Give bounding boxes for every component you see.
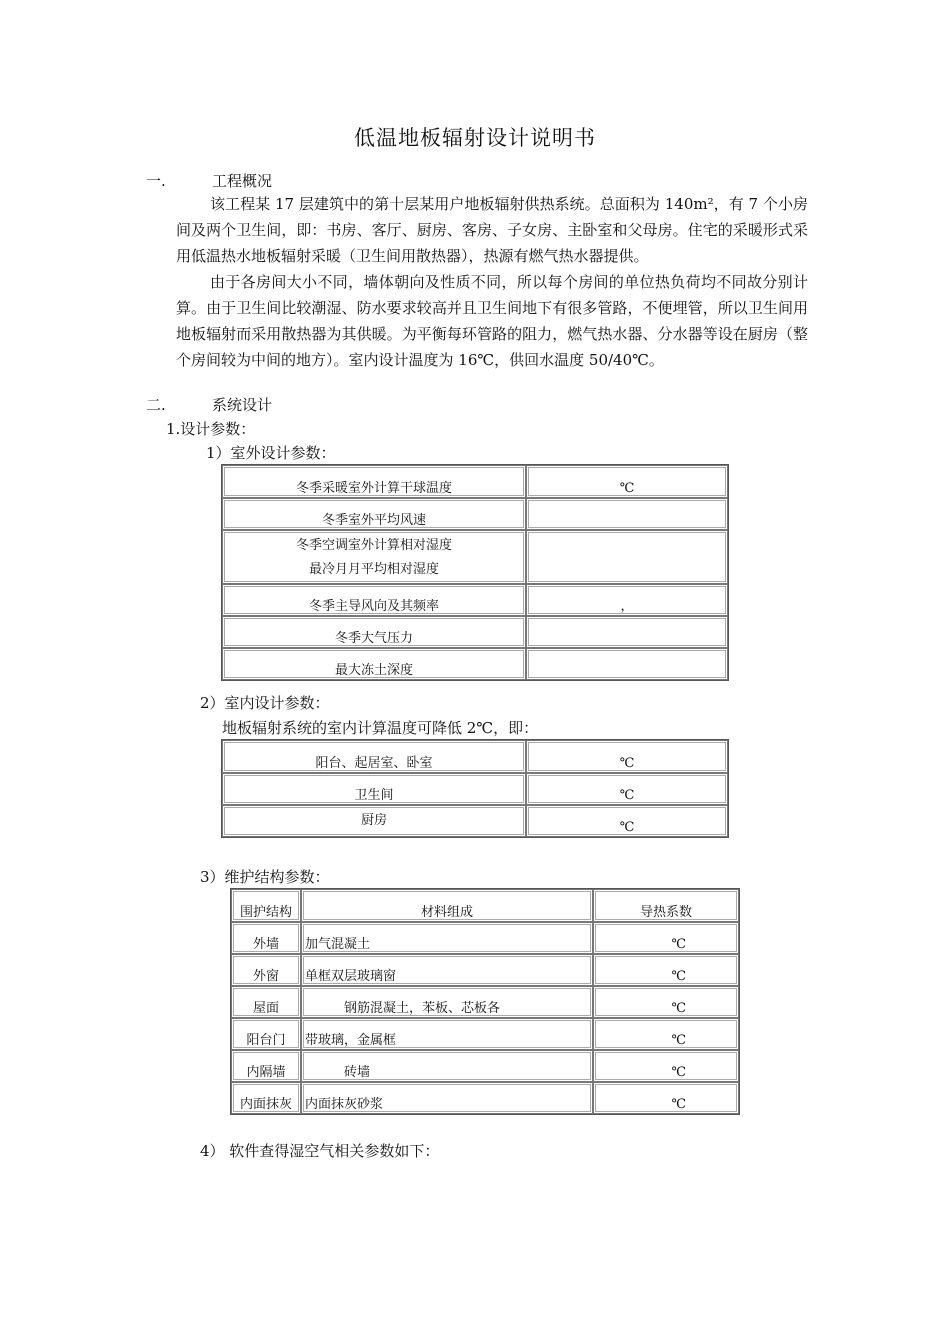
- document-title: 低温地板辐射设计说明书: [354, 126, 596, 150]
- outdoor-params-table: [221, 464, 729, 681]
- envelope-conductivity: ℃: [593, 954, 739, 986]
- envelope-part: 外窗: [231, 954, 301, 986]
- param-name-secondary: 最冷月月平均相对湿度: [308, 562, 439, 577]
- table-row: [231, 986, 739, 1018]
- envelope-conductivity: ℃: [593, 1082, 739, 1114]
- envelope-material: 单框双层玻璃窗: [301, 954, 593, 986]
- section1-number: 一.: [146, 172, 166, 190]
- header-part: 围护结构: [231, 889, 301, 922]
- table-row: [222, 530, 728, 584]
- outdoor-params-label: 1）室外设计参数：: [206, 444, 336, 462]
- room-name: 卫生间: [222, 773, 526, 805]
- envelope-params-label: 3）维护结构参数：: [200, 868, 330, 886]
- table-row: [222, 584, 728, 616]
- envelope-material: 带玻璃，金属框: [301, 1018, 593, 1050]
- software-params-label: 4） 软件查得湿空气相关参数如下：: [200, 1142, 440, 1160]
- table-row: [222, 465, 728, 498]
- section1-body: [176, 191, 808, 373]
- param-name: 冬季采暖室外计算干球温度: [222, 465, 526, 498]
- indoor-params-note: 地板辐射系统的室内计算温度可降低 2℃，即：: [222, 719, 539, 737]
- table-row: [222, 616, 728, 648]
- envelope-part: 内面抹灰: [231, 1082, 301, 1114]
- indoor-params-table: [221, 739, 729, 838]
- param-name: 最大冻土深度: [222, 648, 526, 680]
- table-header-row: [231, 889, 739, 922]
- design-params-heading: 1.设计参数：: [166, 420, 256, 438]
- envelope-conductivity: ℃: [593, 922, 739, 954]
- envelope-conductivity: ℃: [593, 986, 739, 1018]
- room-temp: ℃: [526, 740, 728, 773]
- param-name-stacked: [222, 530, 526, 584]
- param-value: ℃: [526, 465, 728, 498]
- section1-paragraph-2: 由于各房间大小不同，墙体朝向及性质不同，所以每个房间的单位热负荷均不同故分别计算。由于卫生间比较潮湿、防水要求较高并且卫生间地下有很多管路，不便埋管，所以卫生间用地板辐射而采用散热器为其供暖。为平衡每环管路的阻力，燃气热水器、分水器等设在厨房（整个房间较为中间的地方）。室内设计温度为 16℃，供回水温度 50/40℃。: [176, 273, 808, 369]
- envelope-material: 内面抹灰砂浆: [301, 1082, 593, 1114]
- param-value: [526, 530, 728, 584]
- param-name: 冬季室外平均风速: [222, 498, 526, 530]
- section2-heading: 系统设计: [212, 396, 273, 414]
- param-value: [526, 498, 728, 530]
- param-name: 冬季空调室外计算相对湿度: [295, 538, 452, 553]
- header-conductivity: 导热系数: [593, 889, 739, 922]
- section1-heading: 工程概况: [212, 172, 273, 190]
- table-row: [222, 740, 728, 773]
- table-row: [222, 498, 728, 530]
- table-row: [231, 954, 739, 986]
- section1-paragraph-1: 该工程某 17 层建筑中的第十层某用户地板辐射供热系统。总面积为 140m²，有 7 个小房间及两个卫生间，即：书房、客厅、厨房、客房、子女房、主卧室和父母房。住宅的采暖形式采用低温热水地板辐射采暖（卫生间用散热器），热源有燃气热水器提供。: [176, 195, 808, 265]
- envelope-material: 钢筋混凝土，苯板、芯板各: [301, 986, 593, 1018]
- envelope-part: 内隔墙: [231, 1050, 301, 1082]
- section2-number: 二.: [146, 396, 166, 414]
- envelope-part: 阳台门: [231, 1018, 301, 1050]
- envelope-conductivity: ℃: [593, 1018, 739, 1050]
- param-name: 冬季大气压力: [222, 616, 526, 648]
- param-value: ，: [526, 584, 728, 616]
- table-row: [231, 922, 739, 954]
- envelope-part: 外墙: [231, 922, 301, 954]
- envelope-params-table: [230, 888, 740, 1115]
- envelope-material: 砖墙: [301, 1050, 593, 1082]
- envelope-part: 屋面: [231, 986, 301, 1018]
- param-value: [526, 616, 728, 648]
- param-value: [526, 648, 728, 680]
- room-name: 阳台、起居室、卧室: [222, 740, 526, 773]
- envelope-conductivity: ℃: [593, 1050, 739, 1082]
- room-temp: ℃: [526, 773, 728, 805]
- room-name: 厨房: [222, 805, 526, 837]
- table-row: [231, 1018, 739, 1050]
- header-material: 材料组成: [301, 889, 593, 922]
- table-row: [231, 1082, 739, 1114]
- table-row: [222, 648, 728, 680]
- param-name: 冬季主导风向及其频率: [222, 584, 526, 616]
- table-row: [222, 805, 728, 837]
- room-temp: ℃: [526, 805, 728, 837]
- table-row: [222, 773, 728, 805]
- table-row: [231, 1050, 739, 1082]
- envelope-material: 加气混凝土: [301, 922, 593, 954]
- indoor-params-label: 2）室内设计参数：: [200, 694, 330, 712]
